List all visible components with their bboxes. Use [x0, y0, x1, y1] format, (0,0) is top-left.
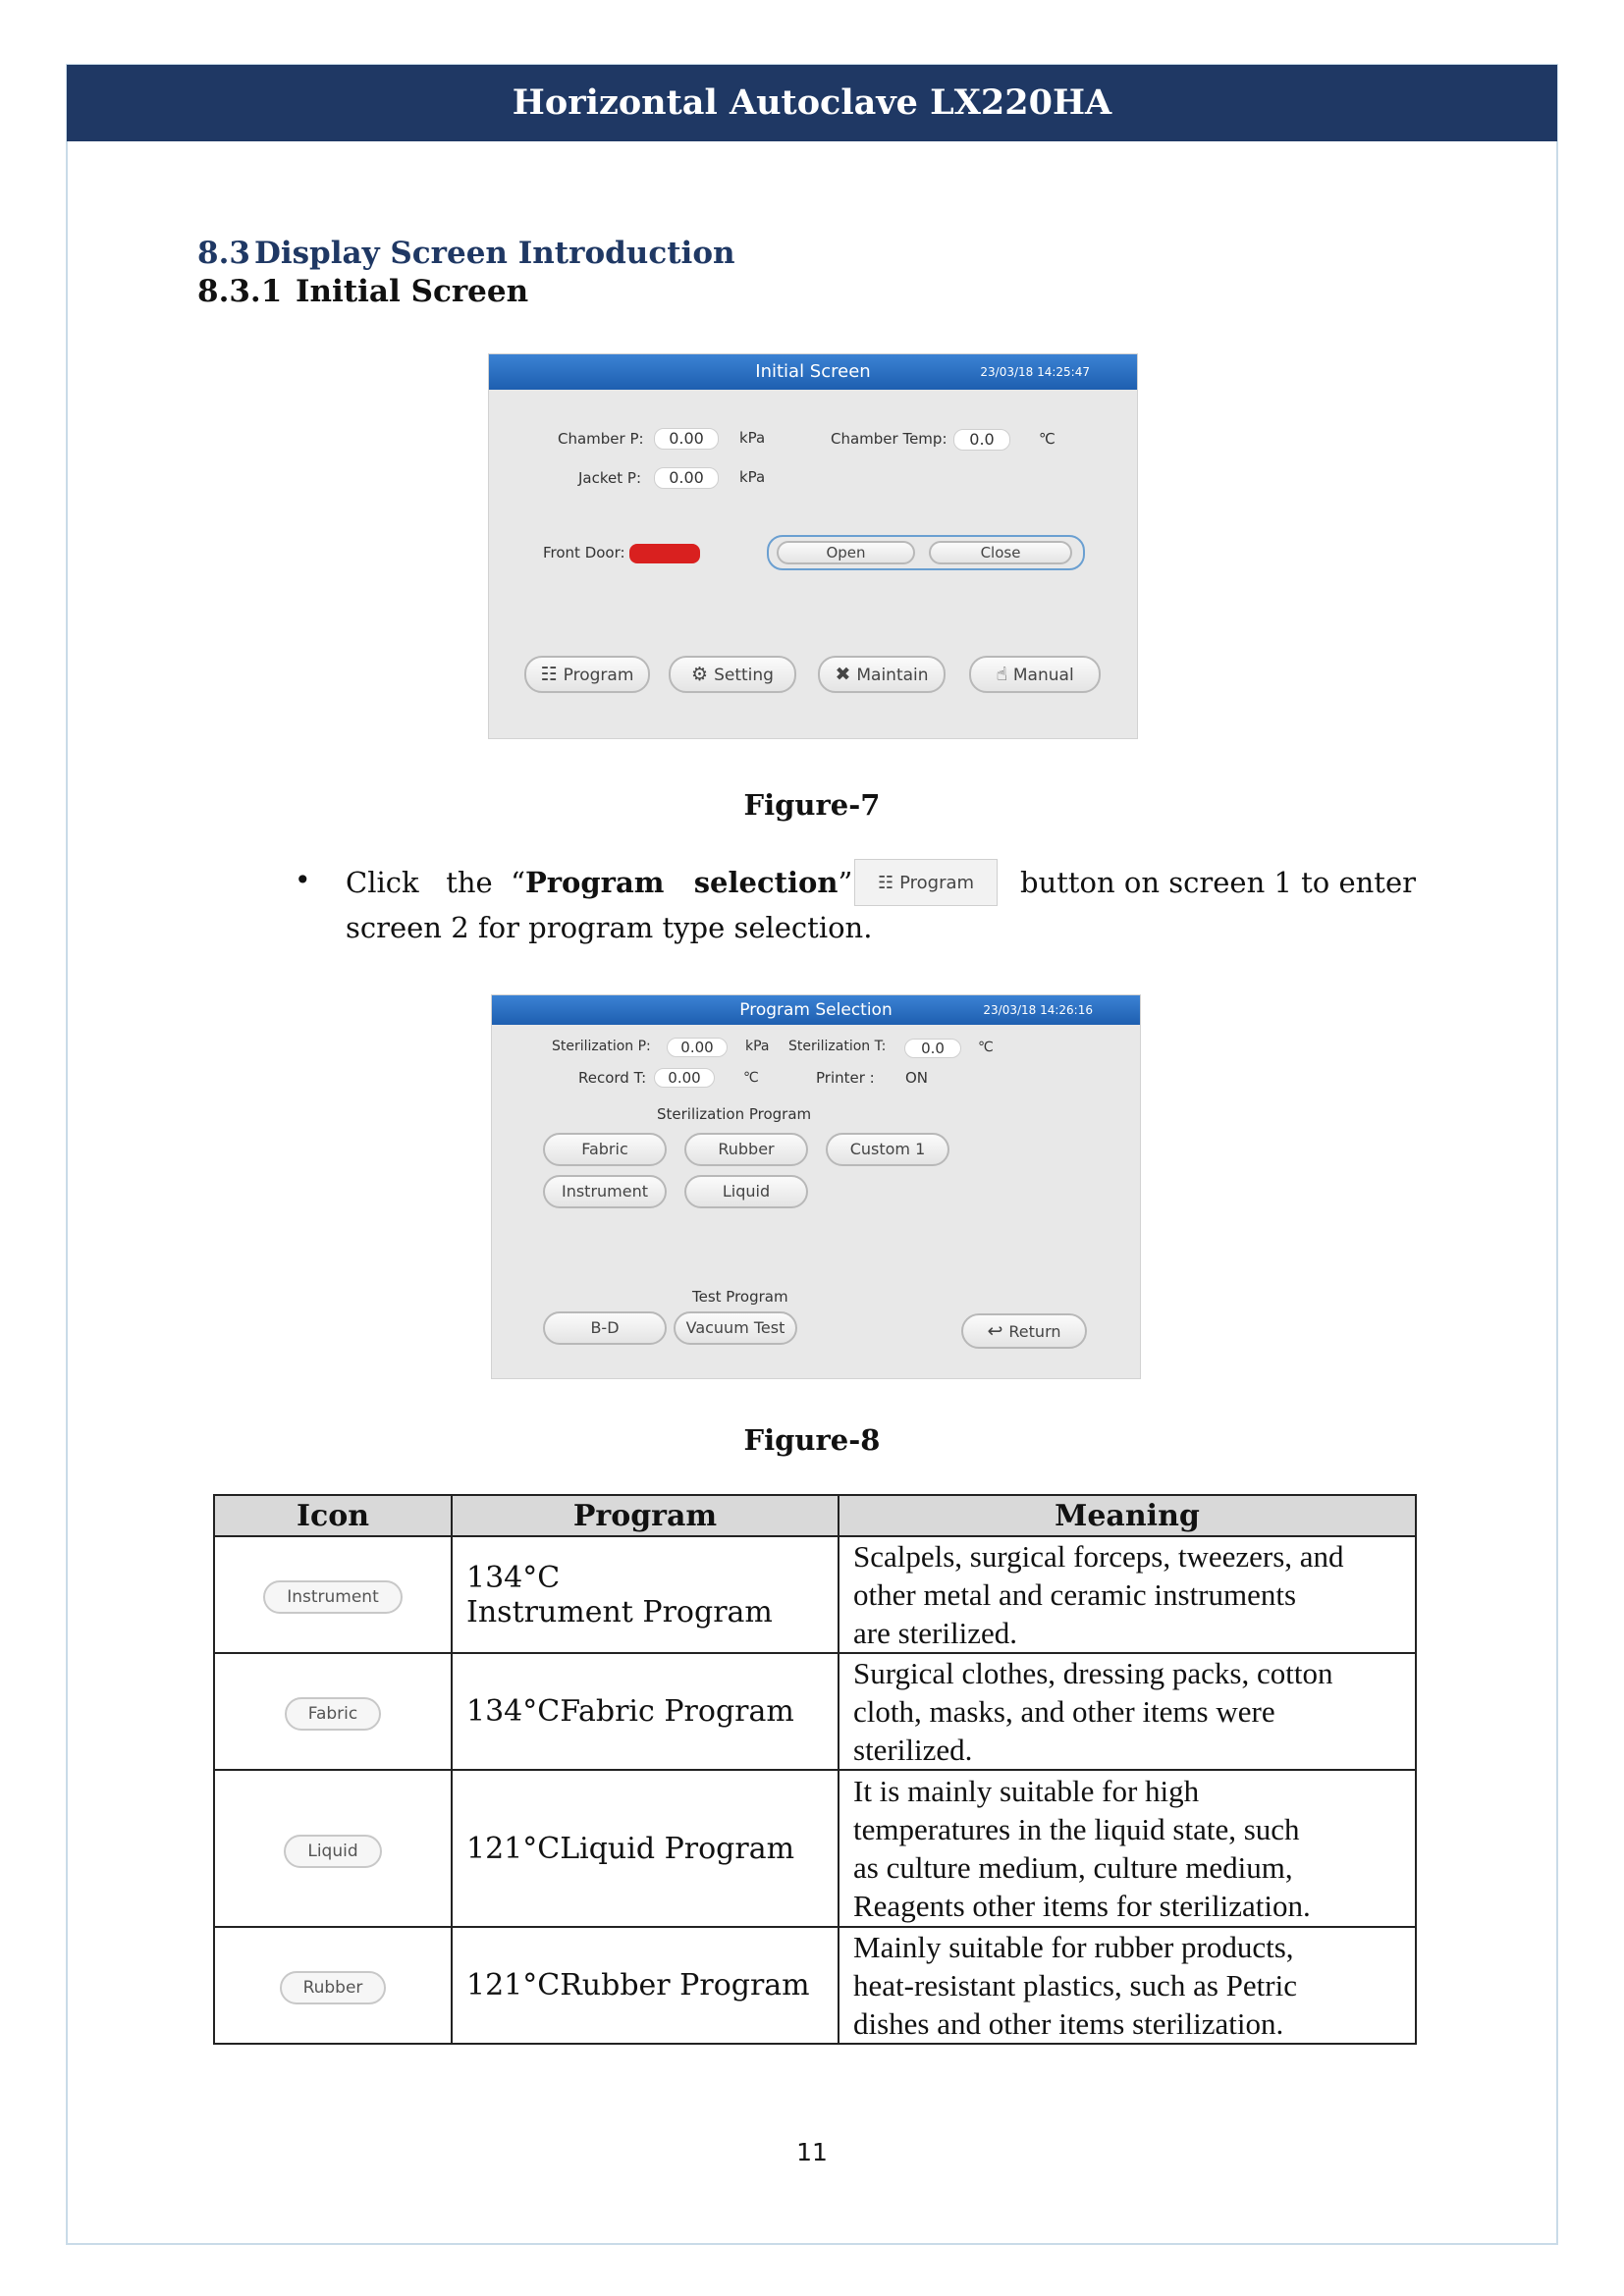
chamber-temp-value: 0.0: [953, 429, 1010, 451]
program-tree-icon: ☷: [540, 664, 558, 685]
meaning-line: as culture medium, culture medium,: [853, 1850, 1293, 1885]
return-arrow-icon: ↩: [987, 1320, 1003, 1342]
custom-1-button[interactable]: Custom 1: [826, 1133, 949, 1166]
vacuum-test-button[interactable]: Vacuum Test: [674, 1311, 797, 1345]
sterilization-p-label: Sterilization P:: [552, 1039, 651, 1054]
screen-title: Program Selection: [739, 1000, 893, 1020]
icon-cell: [214, 1770, 452, 1927]
sterilization-t-unit: ℃: [978, 1040, 994, 1055]
open-button[interactable]: Open: [777, 541, 915, 564]
chamber-p-unit: kPa: [739, 429, 766, 447]
program-tree-icon: ☷: [877, 872, 894, 893]
figure-7-caption: Figure-7: [743, 788, 881, 822]
chamber-temp-unit: ℃: [1039, 430, 1056, 448]
icon-cell: [214, 1653, 452, 1770]
screen-timestamp: 23/03/18 14:26:16: [983, 1003, 1093, 1017]
meaning-line: Mainly suitable for rubber products,: [853, 1930, 1294, 1964]
program-cell: [452, 1927, 839, 2044]
meaning-cell: [839, 1536, 1416, 1653]
bd-test-button[interactable]: B-D: [543, 1311, 667, 1345]
table-header-row: [214, 1495, 1416, 1536]
inline-program-label: Program: [899, 872, 975, 893]
jacket-p-value: 0.00: [654, 467, 719, 489]
screen-title: Initial Screen: [755, 361, 871, 382]
instruction-line-2: screen 2 for program type selection.: [346, 911, 873, 944]
meaning-cell: [839, 1927, 1416, 2044]
section-title: Display Screen Introduction: [253, 236, 735, 271]
table-row: [214, 1536, 1416, 1653]
subsection-number: 8.3.1: [197, 274, 283, 309]
setting-button[interactable]: [669, 656, 796, 693]
program-line: 121°CRubber Program: [466, 1968, 810, 2002]
maintain-button-label: Maintain: [856, 666, 929, 685]
program-line: 134°CFabric Program: [466, 1694, 794, 1729]
program-cell: [452, 1536, 839, 1653]
meaning-line: Scalpels, surgical forceps, tweezers, and: [853, 1539, 1344, 1574]
printer-value: ON: [905, 1069, 929, 1087]
meaning-line: heat-resistant plastics, such as Petric: [853, 1968, 1297, 2002]
document-header: Horizontal Autoclave LX220HA: [67, 65, 1557, 141]
sterilization-p-unit: kPa: [745, 1039, 770, 1054]
program-line: 121°CLiquid Program: [466, 1831, 795, 1866]
meaning-line: other metal and ceramic instruments: [853, 1577, 1297, 1612]
meaning-line: temperatures in the liquid state, such: [853, 1812, 1300, 1846]
instruction-prefix: Click the “: [346, 866, 525, 899]
program-table: [213, 1494, 1417, 2045]
meaning-cell: [839, 1770, 1416, 1927]
figure-8-caption: Figure-8: [743, 1423, 881, 1457]
close-button[interactable]: Close: [929, 541, 1072, 564]
program-button-label: Program: [563, 666, 634, 685]
section-heading: [197, 236, 735, 271]
subsection-title: Initial Screen: [296, 274, 529, 309]
header-program: Program: [452, 1495, 839, 1536]
program-selection-figure: [491, 994, 1141, 1379]
hand-pointer-icon: ☝: [996, 664, 1007, 685]
fabric-icon: Fabric: [285, 1697, 382, 1731]
manual-button-label: Manual: [1012, 666, 1074, 685]
initial-screen-figure: [488, 353, 1138, 739]
meaning-line: dishes and other items sterilization.: [853, 2006, 1284, 2041]
icon-cell: [214, 1927, 452, 2044]
gear-icon: ⚙: [691, 664, 709, 685]
bullet-marker: •: [295, 864, 311, 896]
screen-titlebar: [492, 995, 1140, 1025]
inline-program-button: [854, 859, 998, 906]
return-button[interactable]: [961, 1313, 1087, 1349]
sterilization-p-value: 0.00: [667, 1038, 728, 1057]
liquid-icon: Liquid: [284, 1835, 381, 1868]
sterilization-program-label: Sterilization Program: [657, 1105, 812, 1123]
meaning-line: Reagents other items for sterilization.: [853, 1889, 1311, 1923]
jacket-p-label: Jacket P:: [578, 469, 641, 487]
header-meaning: Meaning: [839, 1495, 1416, 1536]
sterilization-t-label: Sterilization T:: [788, 1039, 887, 1054]
rubber-button[interactable]: Rubber: [684, 1133, 808, 1166]
program-button[interactable]: [524, 656, 650, 693]
tools-icon: ✖: [835, 664, 851, 685]
printer-label: Printer :: [816, 1069, 875, 1087]
jacket-p-unit: kPa: [739, 468, 766, 486]
maintain-button[interactable]: [818, 656, 946, 693]
program-line: 134°C: [466, 1560, 561, 1595]
fabric-button[interactable]: Fabric: [543, 1133, 667, 1166]
instrument-icon: Instrument: [263, 1580, 403, 1614]
program-cell: [452, 1653, 839, 1770]
meaning-line: It is mainly suitable for high: [853, 1774, 1200, 1808]
rubber-icon: Rubber: [280, 1971, 387, 2004]
chamber-temp-label: Chamber Temp:: [831, 430, 947, 448]
instrument-button[interactable]: Instrument: [543, 1175, 667, 1208]
table-row: [214, 1770, 1416, 1927]
return-button-label: Return: [1008, 1322, 1061, 1341]
meaning-line: sterilized.: [853, 1733, 973, 1767]
subsection-heading: [197, 274, 528, 309]
table-row: [214, 1653, 1416, 1770]
front-door-status-indicator: [629, 544, 700, 563]
record-t-value: 0.00: [654, 1068, 715, 1088]
screen-timestamp: 23/03/18 14:25:47: [980, 365, 1090, 379]
manual-button[interactable]: [969, 656, 1101, 693]
sterilization-t-value: 0.0: [904, 1039, 961, 1058]
meaning-line: cloth, masks, and other items were: [853, 1694, 1275, 1729]
chamber-p-value: 0.00: [654, 428, 719, 450]
instruction-rest: button on screen 1 to enter: [1020, 866, 1416, 899]
meaning-line: are sterilized.: [853, 1616, 1017, 1650]
instruction-suffix: ”: [838, 866, 853, 899]
record-t-unit: ℃: [743, 1070, 759, 1086]
program-line: Instrument Program: [466, 1594, 773, 1629]
screen-titlebar: [489, 354, 1137, 390]
setting-button-label: Setting: [714, 666, 774, 685]
program-cell: [452, 1770, 839, 1927]
header-icon: Icon: [214, 1495, 452, 1536]
meaning-cell: [839, 1653, 1416, 1770]
icon-cell: [214, 1536, 452, 1653]
record-t-label: Record T:: [578, 1069, 647, 1087]
liquid-button[interactable]: Liquid: [684, 1175, 808, 1208]
front-door-label: Front Door:: [543, 544, 625, 561]
meaning-line: Surgical clothes, dressing packs, cotton: [853, 1656, 1333, 1690]
section-number: 8.3: [197, 236, 250, 271]
instruction-line-1: [346, 866, 852, 899]
chamber-p-label: Chamber P:: [558, 430, 644, 448]
page-number: 11: [796, 2138, 828, 2166]
instruction-bold: Program selection: [524, 866, 839, 899]
table-row: [214, 1927, 1416, 2044]
test-program-label: Test Program: [692, 1288, 788, 1306]
